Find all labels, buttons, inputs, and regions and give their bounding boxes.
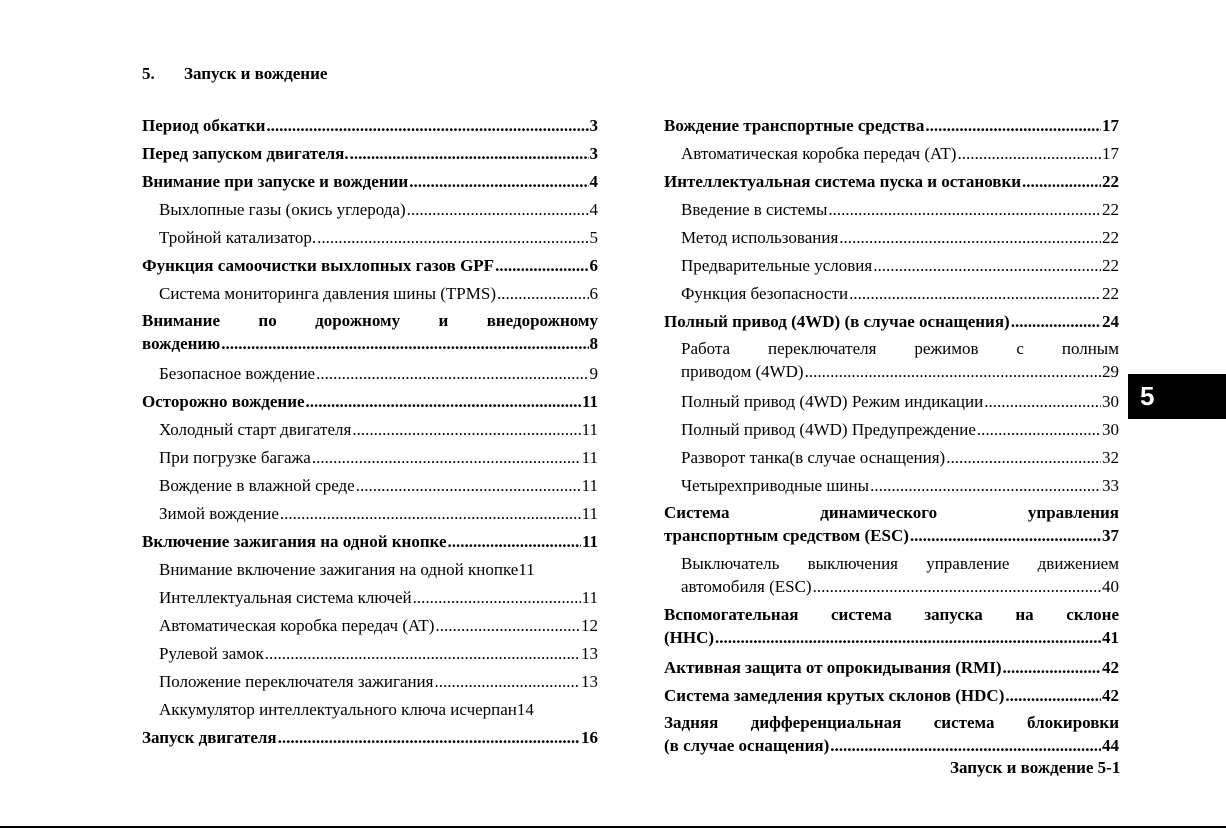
toc-entry-title-line2: (HHC) [664, 628, 715, 647]
dot-leader [813, 575, 1101, 598]
toc-page-number: 29 [1102, 362, 1119, 381]
dot-leader [495, 252, 588, 280]
toc-entry-title: Система замедления крутых склонов (HDC) [664, 686, 1005, 705]
toc-entry-title-line1: Выключатель выключения управление движением [681, 554, 1119, 573]
toc-entry-title-line1: Вспомогательная система запуска на склоне [664, 605, 1119, 624]
toc-entry[interactable] [664, 444, 1119, 472]
toc-entry[interactable] [664, 140, 1119, 168]
toc-page-number: 3 [589, 116, 598, 135]
toc-entry-title-line1: Внимание по дорожному и внедорожному [142, 311, 598, 330]
toc-entry[interactable] [142, 724, 598, 752]
toc-entry[interactable] [142, 196, 598, 224]
dot-leader [910, 524, 1101, 547]
toc-entry[interactable] [664, 168, 1119, 196]
dot-leader [350, 140, 589, 168]
toc-page-number: 11 [581, 588, 598, 607]
toc-page-number: 22 [1102, 200, 1119, 219]
toc-page-number: 22 [1102, 284, 1119, 303]
toc-page-number: 11 [581, 392, 598, 411]
toc-page-number: 37 [1102, 526, 1119, 545]
toc-page-number: 22 [1102, 256, 1119, 275]
toc-page-number: 4 [589, 200, 598, 219]
toc-entry[interactable] [664, 252, 1119, 280]
toc-entry[interactable] [664, 224, 1119, 252]
dot-leader [265, 640, 580, 668]
toc-entry[interactable] [664, 682, 1119, 710]
dot-leader [280, 500, 581, 528]
toc-entry-title: Функция самоочистки выхлопных газов GPF [142, 256, 495, 275]
toc-entry-title: Внимание при запуске и вождении [142, 172, 409, 191]
toc-entry[interactable] [142, 584, 598, 612]
dot-leader [849, 280, 1101, 308]
toc-page-number: 30 [1102, 392, 1119, 411]
dot-leader [413, 584, 581, 612]
toc-entry-title-line1: Работа переключателя режимов с полным [681, 339, 1119, 358]
toc-page-number: 12 [581, 616, 598, 635]
dot-leader [946, 444, 1101, 472]
toc-page-number: 13 [581, 672, 598, 691]
toc-entry-title: Введение в системы [681, 200, 828, 219]
toc-entry[interactable] [664, 654, 1119, 682]
toc-entry-title: Полный привод (4WD) Режим индикации [681, 392, 984, 411]
toc-entry-title: Перед запуском двигателя. [142, 144, 349, 163]
toc-page-number: 13 [581, 644, 598, 663]
toc-entry-title: Полный привод (4WD) (в случае оснащения) [664, 312, 1010, 331]
toc-left-column [142, 112, 598, 752]
toc-page-number: 11 [581, 420, 598, 439]
toc-entry-title-line1: Система динамического управления [664, 503, 1119, 522]
toc-page-number: 41 [1102, 628, 1119, 647]
dot-leader [435, 612, 580, 640]
toc-entry-title: Вождение в влажной среде [159, 476, 355, 495]
toc-entry[interactable] [664, 501, 1119, 547]
dot-leader [957, 140, 1101, 168]
toc-entry[interactable] [142, 556, 598, 584]
toc-page-number: 17 [1102, 144, 1119, 163]
toc-entry-title-line2: приводом (4WD) [681, 362, 804, 381]
toc-entry[interactable] [142, 668, 598, 696]
toc-page-number: 30 [1102, 420, 1119, 439]
toc-entry-title: Зимой вождение [159, 504, 279, 523]
toc-entry-title: Автоматическая коробка передач (AT) [159, 616, 435, 635]
toc-entry[interactable] [142, 640, 598, 668]
chapter-number: 5. [142, 64, 155, 83]
toc-entry[interactable] [142, 444, 598, 472]
dot-leader [925, 112, 1101, 140]
page-footer: Запуск и вождение 5-1 [950, 758, 1121, 777]
dot-leader [316, 360, 588, 388]
toc-entry-title-line2: транспортным средством (ESC) [664, 526, 909, 545]
toc-entry[interactable] [664, 337, 1119, 383]
toc-entry[interactable] [142, 112, 598, 140]
toc-page-number: 14 [516, 700, 534, 719]
toc-entry-title: Интеллектуальная система ключей [159, 588, 412, 607]
toc-entry[interactable] [142, 388, 598, 416]
toc-entry-title: Внимание включение зажигания на одной кнопке [159, 560, 519, 579]
toc-entry-title: Безопасное вождение [159, 364, 316, 383]
toc-page-number: 22 [1102, 228, 1119, 247]
toc-entry[interactable] [142, 360, 598, 388]
toc-entry[interactable] [664, 196, 1119, 224]
toc-page-number: 24 [1102, 312, 1119, 331]
toc-entry[interactable] [664, 711, 1119, 757]
toc-entry-title: Предварительные условия [681, 256, 873, 275]
toc-entry[interactable] [142, 528, 598, 556]
toc-page-number: 11 [581, 476, 598, 495]
toc-entry-title: Запуск двигателя [142, 728, 277, 747]
dot-leader [873, 252, 1101, 280]
chapter-heading [142, 64, 327, 84]
dot-leader [278, 724, 580, 752]
toc-entry[interactable] [664, 552, 1119, 598]
toc-entry[interactable] [142, 140, 598, 168]
chapter-title: Запуск и вождение [184, 64, 328, 83]
dot-leader [715, 626, 1101, 649]
toc-page-number: 11 [581, 448, 598, 467]
dot-leader [266, 112, 588, 140]
toc-page-number: 22 [1102, 172, 1119, 191]
dot-leader [448, 528, 581, 556]
bottom-rule [0, 826, 1226, 828]
dot-leader [317, 224, 588, 252]
toc-right-column [664, 112, 1119, 762]
toc-entry-title: Автоматическая коробка передач (AT) [681, 144, 957, 163]
dot-leader [1011, 308, 1101, 336]
toc-entry-title: Разворот танка(в случае оснащения) [681, 448, 946, 467]
toc-entry-title: Вождение транспортные средства [664, 116, 925, 135]
toc-page-number: 11 [518, 560, 535, 579]
toc-entry-title: Рулевой замок [159, 644, 264, 663]
toc-page-number: 6 [589, 284, 598, 303]
toc-entry-title: Четырехприводные шины [681, 476, 870, 495]
dot-leader [434, 668, 580, 696]
toc-page-number: 42 [1102, 686, 1119, 705]
toc-page-number: 33 [1102, 476, 1119, 495]
toc-entry-title: Функция безопасности [681, 284, 849, 303]
toc-page-number: 17 [1102, 116, 1119, 135]
toc-entry[interactable] [142, 280, 598, 308]
toc-entry-title: Включение зажигания на одной кнопке [142, 532, 447, 551]
toc-entry[interactable] [142, 500, 598, 528]
dot-leader [407, 196, 589, 224]
toc-entry-title: При погрузке багажа [159, 448, 311, 467]
toc-page-number: 11 [581, 504, 598, 523]
toc-page-number: 6 [589, 256, 598, 275]
toc-page-number: 4 [589, 172, 598, 191]
toc-page-number: 32 [1102, 448, 1119, 467]
dot-leader [830, 734, 1101, 757]
toc-entry-title: Положение переключателя зажигания [159, 672, 434, 691]
toc-entry-title-line2: автомобиля (ESC) [681, 577, 812, 596]
dot-leader [306, 388, 581, 416]
toc-page-number: 9 [589, 364, 598, 383]
dot-leader [497, 280, 589, 308]
dot-leader [221, 332, 588, 355]
dot-leader [805, 360, 1101, 383]
toc-entry-title: Выхлопные газы (окись углерода) [159, 200, 406, 219]
dot-leader [1022, 168, 1101, 196]
toc-page-number: 16 [581, 728, 598, 747]
toc-entry-title-line2: (в случае оснащения) [664, 736, 830, 755]
chapter-side-tab: 5 [1128, 374, 1226, 419]
toc-entry[interactable] [142, 309, 598, 355]
dot-leader [828, 196, 1101, 224]
toc-entry-title: Тройной катализатор. [159, 228, 317, 247]
toc-entry[interactable] [664, 388, 1119, 416]
toc-entry-title: Активная защита от опрокидывания (RMI) [664, 658, 1002, 677]
toc-page-number: 40 [1102, 577, 1119, 596]
dot-leader [312, 444, 581, 472]
toc-entry-title: Период обкатки [142, 116, 266, 135]
dot-leader [839, 224, 1101, 252]
toc-entry[interactable] [664, 603, 1119, 649]
dot-leader [870, 472, 1101, 500]
toc-entry-title-line2: вождению [142, 334, 221, 353]
toc-entry[interactable] [142, 472, 598, 500]
toc-entry-title: Холодный старт двигателя [159, 420, 352, 439]
toc-entry-title: Интеллектуальная система пуска и остановки [664, 172, 1022, 191]
toc-page-number: 42 [1102, 658, 1119, 677]
dot-leader [1003, 654, 1102, 682]
toc-page-number: 5 [589, 228, 598, 247]
toc-entry-title: Метод использования [681, 228, 839, 247]
toc-page-number: 3 [589, 144, 598, 163]
toc-entry[interactable] [664, 280, 1119, 308]
toc-entry-title-line1: Задняя дифференциальная система блокировки [664, 713, 1119, 732]
toc-entry[interactable] [664, 308, 1119, 336]
toc-entry[interactable] [142, 696, 598, 724]
toc-entry-title: Полный привод (4WD) Предупреждение [681, 420, 976, 439]
toc-entry-title: Аккумулятор интеллектуального ключа исчерпан [159, 700, 517, 719]
toc-entry[interactable] [664, 472, 1119, 500]
dot-leader [984, 388, 1101, 416]
toc-entry[interactable] [664, 416, 1119, 444]
dot-leader [409, 168, 588, 196]
toc-entry[interactable] [664, 112, 1119, 140]
toc-entry[interactable] [142, 416, 598, 444]
dot-leader [1005, 682, 1101, 710]
toc-entry[interactable] [142, 612, 598, 640]
dot-leader [977, 416, 1101, 444]
toc-page-number: 11 [581, 532, 598, 551]
toc-entry-title: Система мониторинга давления шины (TPMS) [159, 284, 496, 303]
toc-entry-title: Осторожно вождение [142, 392, 305, 411]
toc-page-number: 44 [1102, 736, 1119, 755]
toc-entry[interactable] [142, 252, 598, 280]
dot-leader [352, 416, 580, 444]
dot-leader [356, 472, 581, 500]
toc-page-number: 8 [589, 334, 598, 353]
toc-entry[interactable] [142, 224, 598, 252]
toc-entry[interactable] [142, 168, 598, 196]
